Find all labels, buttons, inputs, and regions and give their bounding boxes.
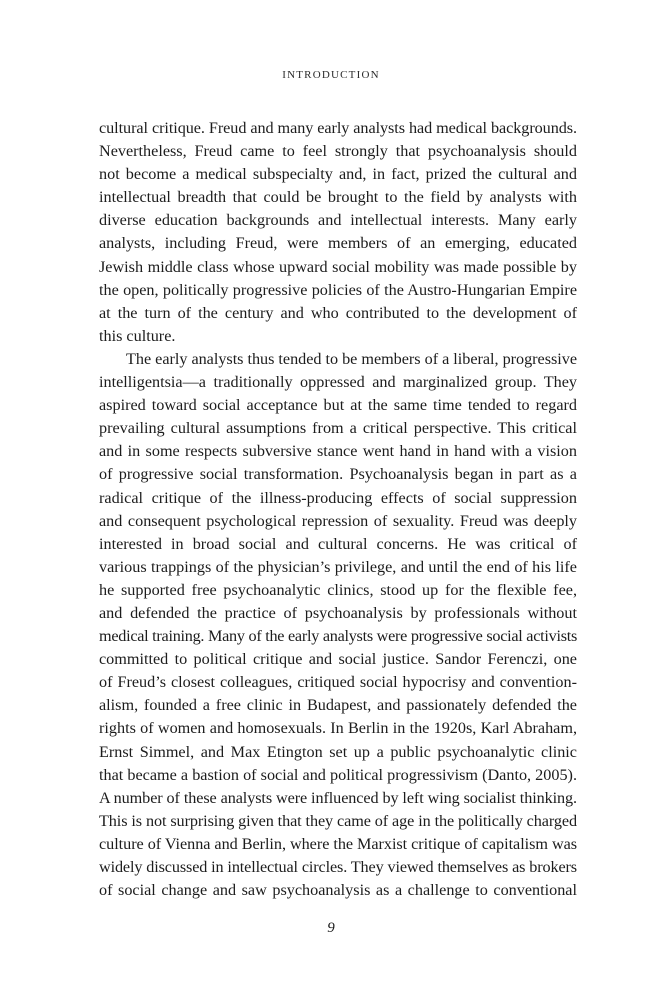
text-line: of progressive social transformation. Psychoanalysis began in part as a: [99, 465, 577, 484]
text-line: intelligentsia—a traditionally oppressed and marginalized group. They: [99, 373, 577, 392]
text-line: committed to political critique and social justice. Sandor Ferenczi, one: [99, 650, 577, 669]
text-line: and consequent psychological repression of sexuality. Freud was deeply: [99, 511, 577, 530]
text-line: and defended the practice of psychoanalysis by professionals without: [99, 603, 577, 622]
text-line: This is not surprising given that they came of age in the politically charged: [99, 811, 577, 830]
text-line: A number of these analysts were influenced by left wing socialist thinking.: [99, 788, 578, 807]
text-line: and in some respects subversive stance went hand in hand with a vision: [99, 442, 577, 461]
text-line: various trappings of the physician’s privilege, and until the end of his life: [99, 557, 577, 576]
text-line: the open, politically progressive policies of the Austro-Hungarian Empire: [99, 280, 577, 299]
text-line: of Freud’s closest colleagues, critiqued social hypocrisy and convention-: [99, 673, 577, 692]
text-line: prevailing cultural assumptions from a critical perspective. This critical: [99, 419, 577, 438]
text-line: Ernst Simmel, and Max Etington set up a public psychoanalytic clinic: [99, 742, 577, 761]
text-line: intellectual breadth that could be brought to the field by analysts with: [99, 188, 577, 207]
text-line: culture of Vienna and Berlin, where the Marxist critique of capitalism was: [99, 834, 578, 853]
text-line: analysts, including Freud, were members of an emerging, educated: [99, 234, 577, 253]
text-line: alism, founded a free clinic in Budapest, and passionately defended the: [99, 696, 577, 715]
text-line: widely discussed in intellectual circles. They viewed themselves as brokers: [99, 858, 577, 876]
text-line: The early analysts thus tended to be members of a liberal, progressive: [126, 349, 578, 368]
page-number: 9: [327, 920, 335, 936]
text-line: interested in broad social and cultural concerns. He was critical of: [99, 534, 577, 553]
text-line: he supported free psychoanalytic clinics, stood up for the flexible fee,: [99, 580, 577, 599]
text-line: cultural critique. Freud and many early analysts had medical backgrounds.: [99, 119, 578, 137]
text-line: radical critique of the illness-producing effects of social suppression: [99, 488, 577, 507]
text-line: Nevertheless, Freud came to feel strongly that psychoanalysis should: [99, 142, 577, 161]
text-line: diverse education backgrounds and intellectual interests. Many early: [99, 211, 577, 230]
text-line: that became a bastion of social and political progressivism (Danto, 2005).: [99, 765, 577, 784]
text-line: this culture.: [99, 326, 176, 345]
body-text: [99, 117, 577, 902]
text-line: at the turn of the century and who contributed to the development of: [99, 303, 577, 322]
text-line: rights of women and homosexuals. In Berlin in the 1920s, Karl Abraham,: [99, 719, 577, 738]
running-head: INTRODUCTION: [282, 69, 380, 81]
text-line: aspired toward social acceptance but at the same time tended to regard: [99, 396, 577, 415]
text-line: not become a medical subspecialty and, in fact, prized the cultural and: [99, 165, 577, 184]
paragraph: [99, 117, 577, 348]
text-line: medical training. Many of the early analysts were progressive social activists: [99, 627, 577, 646]
text-line: of social change and saw psychoanalysis as a challenge to conventional: [99, 881, 577, 900]
text-line: Jewish middle class whose upward social mobility was made possible by: [99, 257, 577, 276]
paragraph: [99, 348, 577, 902]
